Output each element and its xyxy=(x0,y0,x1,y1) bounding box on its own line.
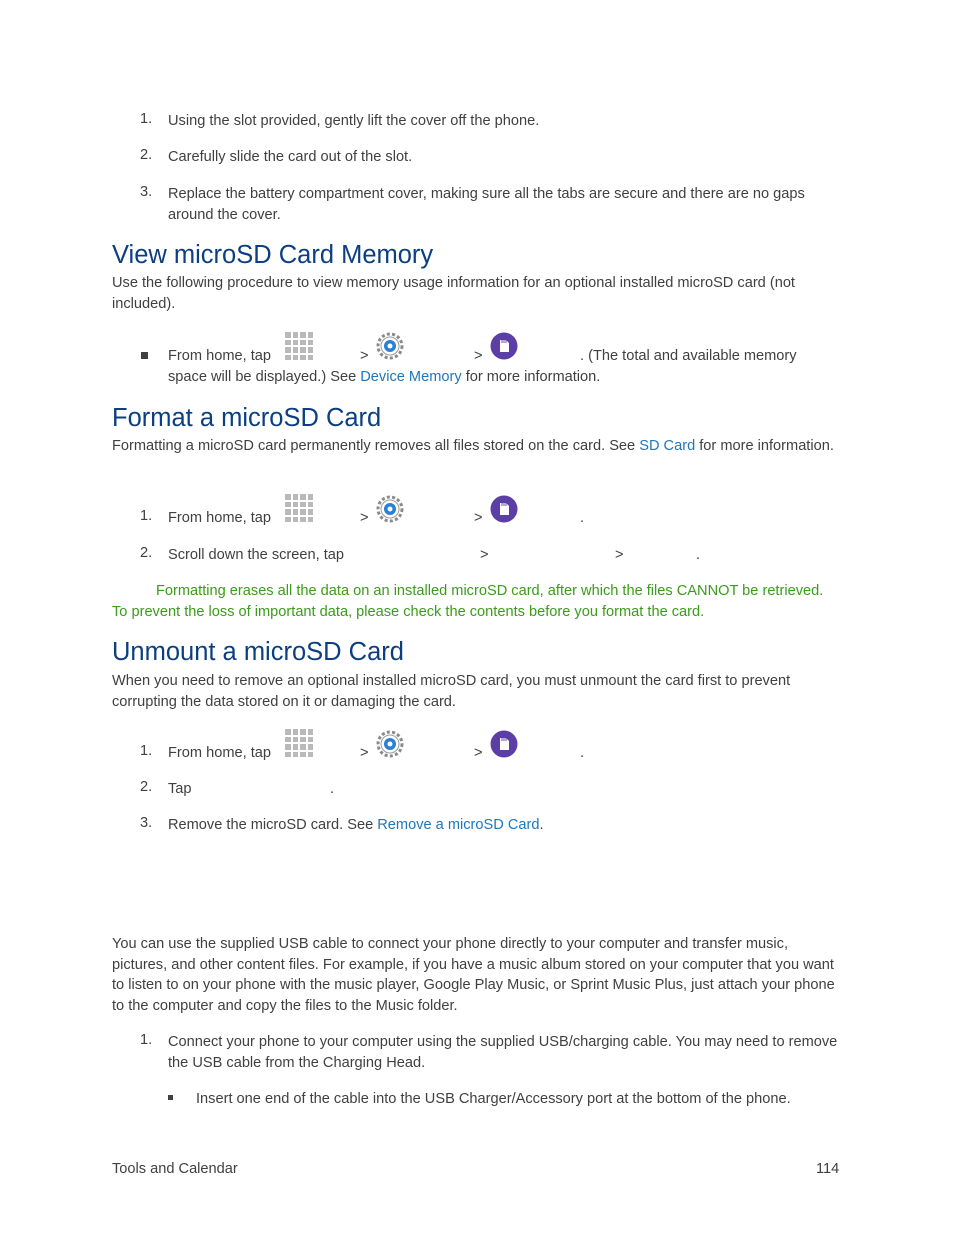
apps-icon xyxy=(285,332,313,360)
storage-icon xyxy=(490,495,518,523)
separator: > xyxy=(360,348,369,364)
view-step-prefix: From home, tap xyxy=(168,348,272,364)
step-text: Carefully slide the card out of the slot. xyxy=(168,149,413,165)
footer-page-number: 114 xyxy=(816,1161,840,1177)
small-square-bullet xyxy=(168,1095,173,1100)
settings-icon xyxy=(375,331,405,361)
unmount-step3-text: Remove the microSD card. See xyxy=(168,817,378,833)
format-intro xyxy=(112,436,840,457)
unmount-step3 xyxy=(168,815,544,836)
separator: > xyxy=(474,348,483,364)
format-intro-end: for more information. xyxy=(695,438,834,454)
step-number: 2. xyxy=(140,545,153,561)
separator: > xyxy=(360,745,369,761)
period: . xyxy=(330,781,335,797)
view-step-line2-end: for more information. xyxy=(461,369,601,385)
period: . xyxy=(580,745,585,761)
unmount-intro: When you need to remove an optional installed microSD card, you must unmount the card first to prevent corrupting the data stored on it or damaging the card. xyxy=(112,673,791,710)
storage-icon xyxy=(490,730,518,758)
unmount-step2-text: Tap xyxy=(168,781,192,797)
step-number: 1. xyxy=(140,111,153,127)
remove-microsd-link[interactable]: Remove a microSD Card xyxy=(377,817,540,833)
step-text: Using the slot provided, gently lift the cover off the phone. xyxy=(168,113,540,129)
section-heading-format: Format a microSD Card xyxy=(112,404,382,432)
step-number: 2. xyxy=(140,779,153,795)
format-step2-text: Scroll down the screen, tap xyxy=(168,547,345,563)
period: . xyxy=(580,510,585,526)
sd-card-link[interactable]: SD Card xyxy=(639,438,696,454)
square-bullet xyxy=(141,352,148,359)
usb-step1-text: Connect your phone to your computer using the supplied USB/charging cable. You may need to remove the USB cable from the Charging Head. xyxy=(168,1034,838,1071)
usb-intro: You can use the supplied USB cable to connect your phone directly to your computer and transfer music, pictures, and other content files. For example, if you have a music album stored on your computer that you want to listen to on your phone with the music player, Google Play Music, or Sprint Music Plus, just attach your phone to the computer and copy the files to the Music folder. xyxy=(112,936,835,1014)
separator: > xyxy=(474,510,483,526)
step-number: 1. xyxy=(140,1032,153,1048)
section-heading-unmount: Unmount a microSD Card xyxy=(112,638,404,666)
step-text: Replace the battery compartment cover, making sure all the tabs are secure and there are no gaps around the cover. xyxy=(168,186,805,223)
apps-icon xyxy=(285,494,313,522)
format-step1-prefix: From home, tap xyxy=(168,510,272,526)
format-warning: Formatting erases all the data on an installed microSD card, after which the files CANNOT be retrieved. To prevent the loss of important data, please check the contents before you format the card. xyxy=(112,583,824,620)
step-number: 1. xyxy=(140,743,153,759)
view-memory-intro: Use the following procedure to view memory usage information for an optional installed microSD card (not included). xyxy=(112,275,795,312)
footer-section-title: Tools and Calendar xyxy=(112,1161,238,1177)
format-intro-text: Formatting a microSD card permanently removes all files stored on the card. See xyxy=(112,438,640,454)
separator: > xyxy=(474,745,483,761)
view-step-line2-text: space will be displayed.) See xyxy=(168,369,361,385)
apps-icon xyxy=(285,729,313,757)
view-step-line2 xyxy=(168,367,600,388)
step-number: 2. xyxy=(140,147,153,163)
settings-icon xyxy=(375,494,405,524)
separator: > xyxy=(360,510,369,526)
separator: > xyxy=(615,547,624,563)
storage-icon xyxy=(490,332,518,360)
usb-sub-bullet-text: Insert one end of the cable into the USB Charger/Accessory port at the bottom of the phone. xyxy=(196,1091,791,1107)
section-heading-view-memory: View microSD Card Memory xyxy=(112,241,434,269)
unmount-step1-prefix: From home, tap xyxy=(168,745,272,761)
device-memory-link[interactable]: Device Memory xyxy=(360,369,462,385)
separator: > xyxy=(480,547,489,563)
unmount-step3-end: . xyxy=(539,817,544,833)
step-number: 3. xyxy=(140,815,153,831)
period: . xyxy=(696,547,701,563)
view-step-tail: . (The total and available memory xyxy=(580,348,797,364)
step-number: 1. xyxy=(140,508,153,524)
settings-icon xyxy=(375,729,405,759)
step-number: 3. xyxy=(140,184,153,200)
